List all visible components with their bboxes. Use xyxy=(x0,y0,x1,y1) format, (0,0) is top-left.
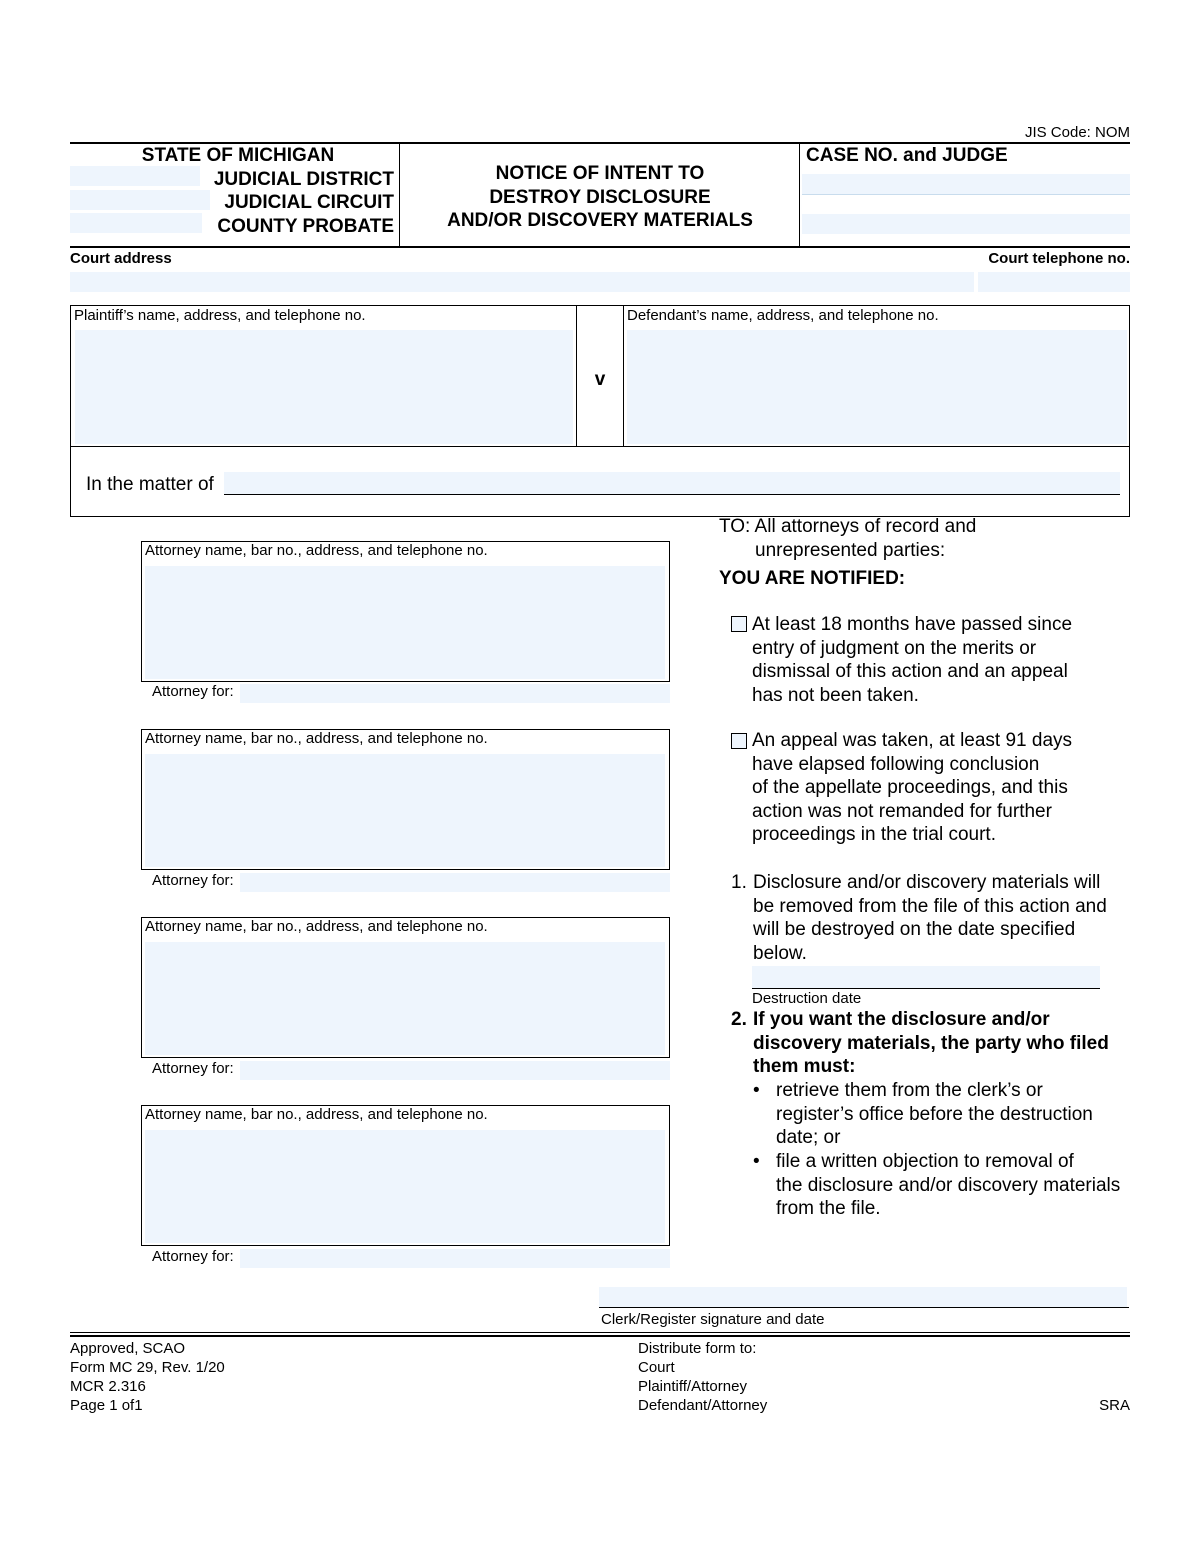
attorney-for-field[interactable] xyxy=(240,1061,670,1080)
footer-distribution xyxy=(638,1339,767,1415)
footer-line: Approved, SCAO xyxy=(70,1340,186,1357)
item-line: discovery materials, the party who filed xyxy=(753,1032,1109,1054)
attorney-label: Attorney name, bar no., address, and telephone no. xyxy=(145,918,488,935)
destruction-date-label: Destruction date xyxy=(752,990,862,1007)
option-line: At least 18 months have passed since xyxy=(752,614,1073,635)
footer-rule-top xyxy=(70,1332,1130,1333)
option-line: action was not remanded for further xyxy=(752,800,1052,822)
versus-mark: v xyxy=(594,369,606,390)
attorney-for-label: Attorney for: xyxy=(152,872,234,889)
to-line-continued: unrepresented parties: xyxy=(755,540,946,561)
defendant-field[interactable] xyxy=(627,330,1127,444)
destruction-date-underline xyxy=(752,988,1100,989)
defendant-label: Defendant’s name, address, and telephone no. xyxy=(627,307,939,324)
jis-code: JIS Code: NOM xyxy=(1024,124,1130,141)
bullet-line: register’s office before the destruction xyxy=(776,1103,1093,1125)
footer-line: Plaintiff/Attorney xyxy=(638,1378,747,1395)
bullet-1-text xyxy=(776,1079,1093,1150)
to-line: TO: All attorneys of record and xyxy=(719,516,977,537)
attorney-label: Attorney name, bar no., address, and telephone no. xyxy=(145,542,488,559)
header-top-rule xyxy=(70,142,1130,144)
bullet-2-mark: • xyxy=(753,1151,760,1172)
county-probate-label: COUNTY PROBATE xyxy=(217,216,394,237)
option-line: An appeal was taken, at least 91 days xyxy=(752,730,1073,751)
attorney-label: Attorney name, bar no., address, and telephone no. xyxy=(145,1106,488,1123)
item-line: If you want the disclosure and/or xyxy=(753,1009,1050,1030)
footer-sra: SRA xyxy=(1099,1397,1130,1414)
district-label: JUDICIAL DISTRICT xyxy=(213,169,394,190)
item-line: them must: xyxy=(753,1056,856,1077)
court-phone-label: Court telephone no. xyxy=(988,250,1130,267)
option-appeal-text xyxy=(752,729,1072,847)
bullet-line: file a written objection to removal of xyxy=(776,1151,1074,1172)
footer-line: Distribute form to: xyxy=(638,1340,757,1357)
option-line: of the appellate proceedings, and this xyxy=(752,777,1068,798)
matter-label: In the matter of xyxy=(86,474,214,495)
footer-line: Form MC 29, Rev. 1/20 xyxy=(70,1359,225,1376)
case-no-separator xyxy=(802,194,1130,195)
bullet-line: date; or xyxy=(776,1127,841,1148)
option-line: have elapsed following conclusion xyxy=(752,753,1040,775)
form-title-line: DESTROY DISCLOSURE xyxy=(489,186,711,208)
attorney-for-label: Attorney for: xyxy=(152,1060,234,1077)
item-2-text xyxy=(753,1008,1109,1079)
district-field[interactable] xyxy=(70,166,200,186)
attorney-for-label: Attorney for: xyxy=(152,1248,234,1265)
attorney-field[interactable] xyxy=(145,1130,665,1243)
option-18-months-checkbox[interactable] xyxy=(731,616,747,632)
case-no-field-1[interactable] xyxy=(802,174,1130,194)
plaintiff-field[interactable] xyxy=(75,330,573,444)
matter-field[interactable] xyxy=(224,472,1120,494)
item-line: below. xyxy=(753,942,807,964)
signature-underline xyxy=(599,1307,1129,1308)
bullet-line: retrieve them from the clerk’s or xyxy=(776,1080,1043,1101)
footer-line: Court xyxy=(638,1359,675,1376)
item-line: Disclosure and/or discovery materials will xyxy=(753,872,1101,893)
bullet-line: the disclosure and/or discovery materials xyxy=(776,1174,1121,1196)
footer-line: Page 1 of1 xyxy=(70,1397,143,1414)
footer-line: Defendant/Attorney xyxy=(638,1397,768,1414)
form-title xyxy=(400,162,800,233)
footer-line: MCR 2.316 xyxy=(70,1378,146,1395)
attorney-field[interactable] xyxy=(145,754,665,867)
option-line: has not been taken. xyxy=(752,684,919,706)
item-line: will be destroyed on the date specified xyxy=(753,919,1076,940)
attorney-for-field[interactable] xyxy=(240,1249,670,1268)
case-no-field-2[interactable] xyxy=(802,214,1130,234)
item-1-text xyxy=(753,871,1107,965)
form-title-line: NOTICE OF INTENT TO xyxy=(495,163,705,184)
header-bottom-rule xyxy=(70,246,1130,248)
footer-form-info xyxy=(70,1339,225,1415)
circuit-label: JUDICIAL CIRCUIT xyxy=(224,192,394,213)
court-address-label: Court address xyxy=(70,250,172,267)
attorney-for-label: Attorney for: xyxy=(152,683,234,700)
option-line: dismissal of this action and an appeal xyxy=(752,661,1068,682)
plaintiff-label: Plaintiff’s name, address, and telephone no. xyxy=(74,307,366,324)
notified-heading: YOU ARE NOTIFIED: xyxy=(719,568,906,589)
item-line: be removed from the file of this action and xyxy=(753,895,1107,917)
option-appeal-checkbox[interactable] xyxy=(731,733,747,749)
signature-field[interactable] xyxy=(599,1287,1127,1307)
court-address-field[interactable] xyxy=(70,272,974,292)
circuit-field[interactable] xyxy=(70,190,210,210)
form-title-line: AND/OR DISCOVERY MATERIALS xyxy=(447,210,753,231)
attorney-for-field[interactable] xyxy=(240,873,670,892)
case-no-label: CASE NO. and JUDGE xyxy=(806,145,1008,166)
matter-underline xyxy=(224,494,1120,495)
item-2-number: 2. xyxy=(731,1009,747,1030)
state-heading: STATE OF MICHIGAN xyxy=(141,145,335,166)
footer-rule-bottom xyxy=(70,1335,1130,1337)
signature-label: Clerk/Register signature and date xyxy=(601,1311,825,1328)
attorney-for-field[interactable] xyxy=(240,684,670,703)
attorney-label: Attorney name, bar no., address, and telephone no. xyxy=(145,730,488,747)
option-18-months-text xyxy=(752,613,1072,707)
bullet-1-mark: • xyxy=(753,1080,760,1101)
bullet-2-text xyxy=(776,1150,1120,1221)
item-1-number: 1. xyxy=(731,872,747,893)
defendant-left-border xyxy=(623,305,624,447)
bullet-line: from the file. xyxy=(776,1198,881,1219)
option-line: entry of judgment on the merits or xyxy=(752,637,1037,659)
county-probate-field[interactable] xyxy=(70,213,202,233)
attorney-field[interactable] xyxy=(145,566,665,679)
attorney-field[interactable] xyxy=(145,942,665,1055)
court-phone-field[interactable] xyxy=(978,272,1130,292)
parties-divider xyxy=(70,446,1130,447)
destruction-date-field[interactable] xyxy=(752,966,1100,988)
option-line: proceedings in the trial court. xyxy=(752,824,996,845)
